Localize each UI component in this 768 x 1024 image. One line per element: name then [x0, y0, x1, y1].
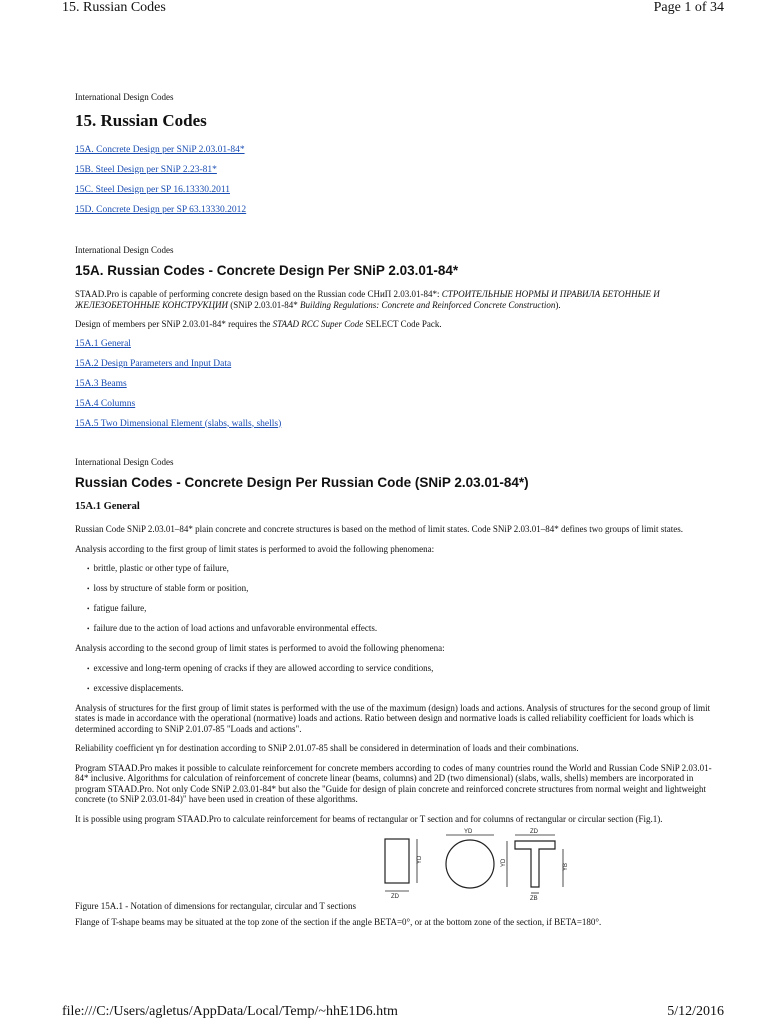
bullet-list-second-group: [87, 663, 725, 693]
list-item: • failure due to the action of load actions and unfavorable environmental effects.: [87, 623, 725, 633]
figure-caption: Figure 15A.1 - Notation of dimensions for rectangular, circular and T sections: [75, 901, 356, 911]
code-pack-paragraph: Design of members per SNiP 2.03.01-84* requires the STAAD RCC Super Code SELECT Code Pack.: [75, 319, 442, 329]
label-zb-t: ZB: [530, 896, 538, 902]
paragraph: It is possible using program STAAD.Pro to calculate reinforcement for beams of rectangular or T section and for columns of rectangular or circular section (Fig.1).: [75, 813, 663, 824]
t-section-shape: [515, 841, 555, 887]
link-15d[interactable]: 15D. Concrete Design per SP 63.13330.2012: [75, 204, 247, 215]
link-15a3[interactable]: 15A.3 Beams: [75, 378, 127, 389]
label-yd-t: YD: [501, 858, 507, 867]
link-15a4[interactable]: 15A.4 Columns: [75, 398, 136, 409]
footer-file-path: file:///C:/Users/agletus/AppData/Local/Temp/~hhE1D6.htm: [62, 1004, 398, 1019]
document-body: [75, 92, 725, 937]
breadcrumb: International Design Codes: [75, 244, 174, 255]
paragraph: Reliability coefficient γn for destination according to SNiP 2.01.07-85 shall be considered in determination of loads and their combinations.: [75, 743, 579, 753]
list-item: • loss by structure of stable form or position,: [87, 583, 725, 593]
breadcrumb: International Design Codes: [75, 456, 174, 467]
bullet-list-first-group: [87, 563, 725, 633]
list-item: • brittle, plastic or other type of failure,: [87, 563, 725, 573]
page-header: [0, 0, 768, 20]
link-15c[interactable]: 15C. Steel Design per SP 16.13330.2011: [75, 184, 230, 195]
label-yd-circle: YD: [464, 829, 473, 835]
paragraph: Program STAAD.Pro makes it possible to calculate reinforcement for concrete members according to codes of many countries round the World and Russian Code SNiP 2.03.01-84* inclusive. Algorithms for calculation of reinforcement of concrete linear (beams, columns) and 2D (two dimensional) (slabs, walls, shells) members are incorporated in program STAAD.Pro. Not only Code SNiP 2.03.01-84* but also the "Guide for design of plain concrete and reinforced concrete structures from normal weight and lightweight concrete (to SNiP 2.03.01-84)" have been used in creation of these algorithms.: [75, 762, 712, 804]
list-item: • fatigue failure,: [87, 603, 725, 613]
paragraph: Analysis according to the second group of limit states is performed to avoid the following phenomena:: [75, 643, 445, 653]
label-zd-t: ZD: [530, 829, 538, 835]
header-title: 15. Russian Codes: [62, 0, 166, 15]
list-item: • excessive and long-term opening of cracks if they are allowed according to service conditions,: [87, 663, 725, 673]
label-yb-t: YB: [563, 862, 569, 871]
section-shapes-diagram: [75, 829, 725, 902]
subsection-title-general: 15A.1 General: [75, 501, 140, 512]
footer-date: 5/12/2016: [667, 1004, 724, 1019]
label-yd-rect: YD: [417, 855, 423, 864]
list-item: • excessive displacements.: [87, 683, 725, 693]
label-zd-rect: ZD: [391, 894, 399, 900]
section-title-15a: 15A. Russian Codes - Concrete Design Per SNiP 2.03.01-84*: [75, 263, 459, 278]
rect-section-shape: [385, 839, 409, 883]
page-title: 15. Russian Codes: [75, 110, 207, 130]
paragraph: Flange of T-shape beams may be situated at the top zone of the section if the angle BETA=0°, or at the bottom zone of the section, if BETA=180°.: [75, 917, 602, 927]
paragraph: Analysis according to the first group of limit states is performed to avoid the following phenomena:: [75, 543, 435, 554]
section-title-russian-codes: Russian Codes - Concrete Design Per Russian Code (SNiP 2.03.01-84*): [75, 475, 529, 490]
header-page-number: Page 1 of 34: [653, 0, 724, 15]
section-notation-figure: [75, 829, 725, 913]
link-15b[interactable]: 15B. Steel Design per SNiP 2.23-81*: [75, 164, 217, 175]
paragraph: Analysis of structures for the first group of limit states is performed with the use of the maximum (design) loads and actions. Analysis of structures for the second group of limit states is made in accordance with the operational (normative) loads and actions. Ratio between design and normative loads is called reliability coefficient for loads which is determined according to SNiP 2.01.07-85 "Loads and actions".: [75, 702, 711, 734]
link-15a2[interactable]: 15A.2 Design Parameters and Input Data: [75, 358, 232, 369]
link-15a1[interactable]: 15A.1 General: [75, 338, 131, 349]
paragraph: Russian Code SNiP 2.03.01–84* plain concrete and concrete structures is based on the method of limit states. Code SNiP 2.03.01–84* defines two groups of limit states.: [75, 524, 683, 534]
intro-paragraph: STAAD.Pro is capable of performing concrete design based on the Russian code СНиП 2.03.01-84*: СТРОИТЕЛЬНЫЕ НОРМЫ И ПРАВИЛА БЕТОННЫЕ И ЖЕЛЕЗОБЕТОННЫЕ КОНСТРУКЦИИ (SNiP 2.03.01-84* Building Regulations: Concrete and Reinforced Concrete Construction).: [75, 289, 660, 310]
circle-section-shape: [446, 840, 494, 888]
breadcrumb: International Design Codes: [75, 92, 174, 102]
link-15a5[interactable]: 15A.5 Two Dimensional Element (slabs, walls, shells): [75, 418, 282, 429]
link-15a[interactable]: 15A. Concrete Design per SNiP 2.03.01-84*: [75, 144, 245, 155]
